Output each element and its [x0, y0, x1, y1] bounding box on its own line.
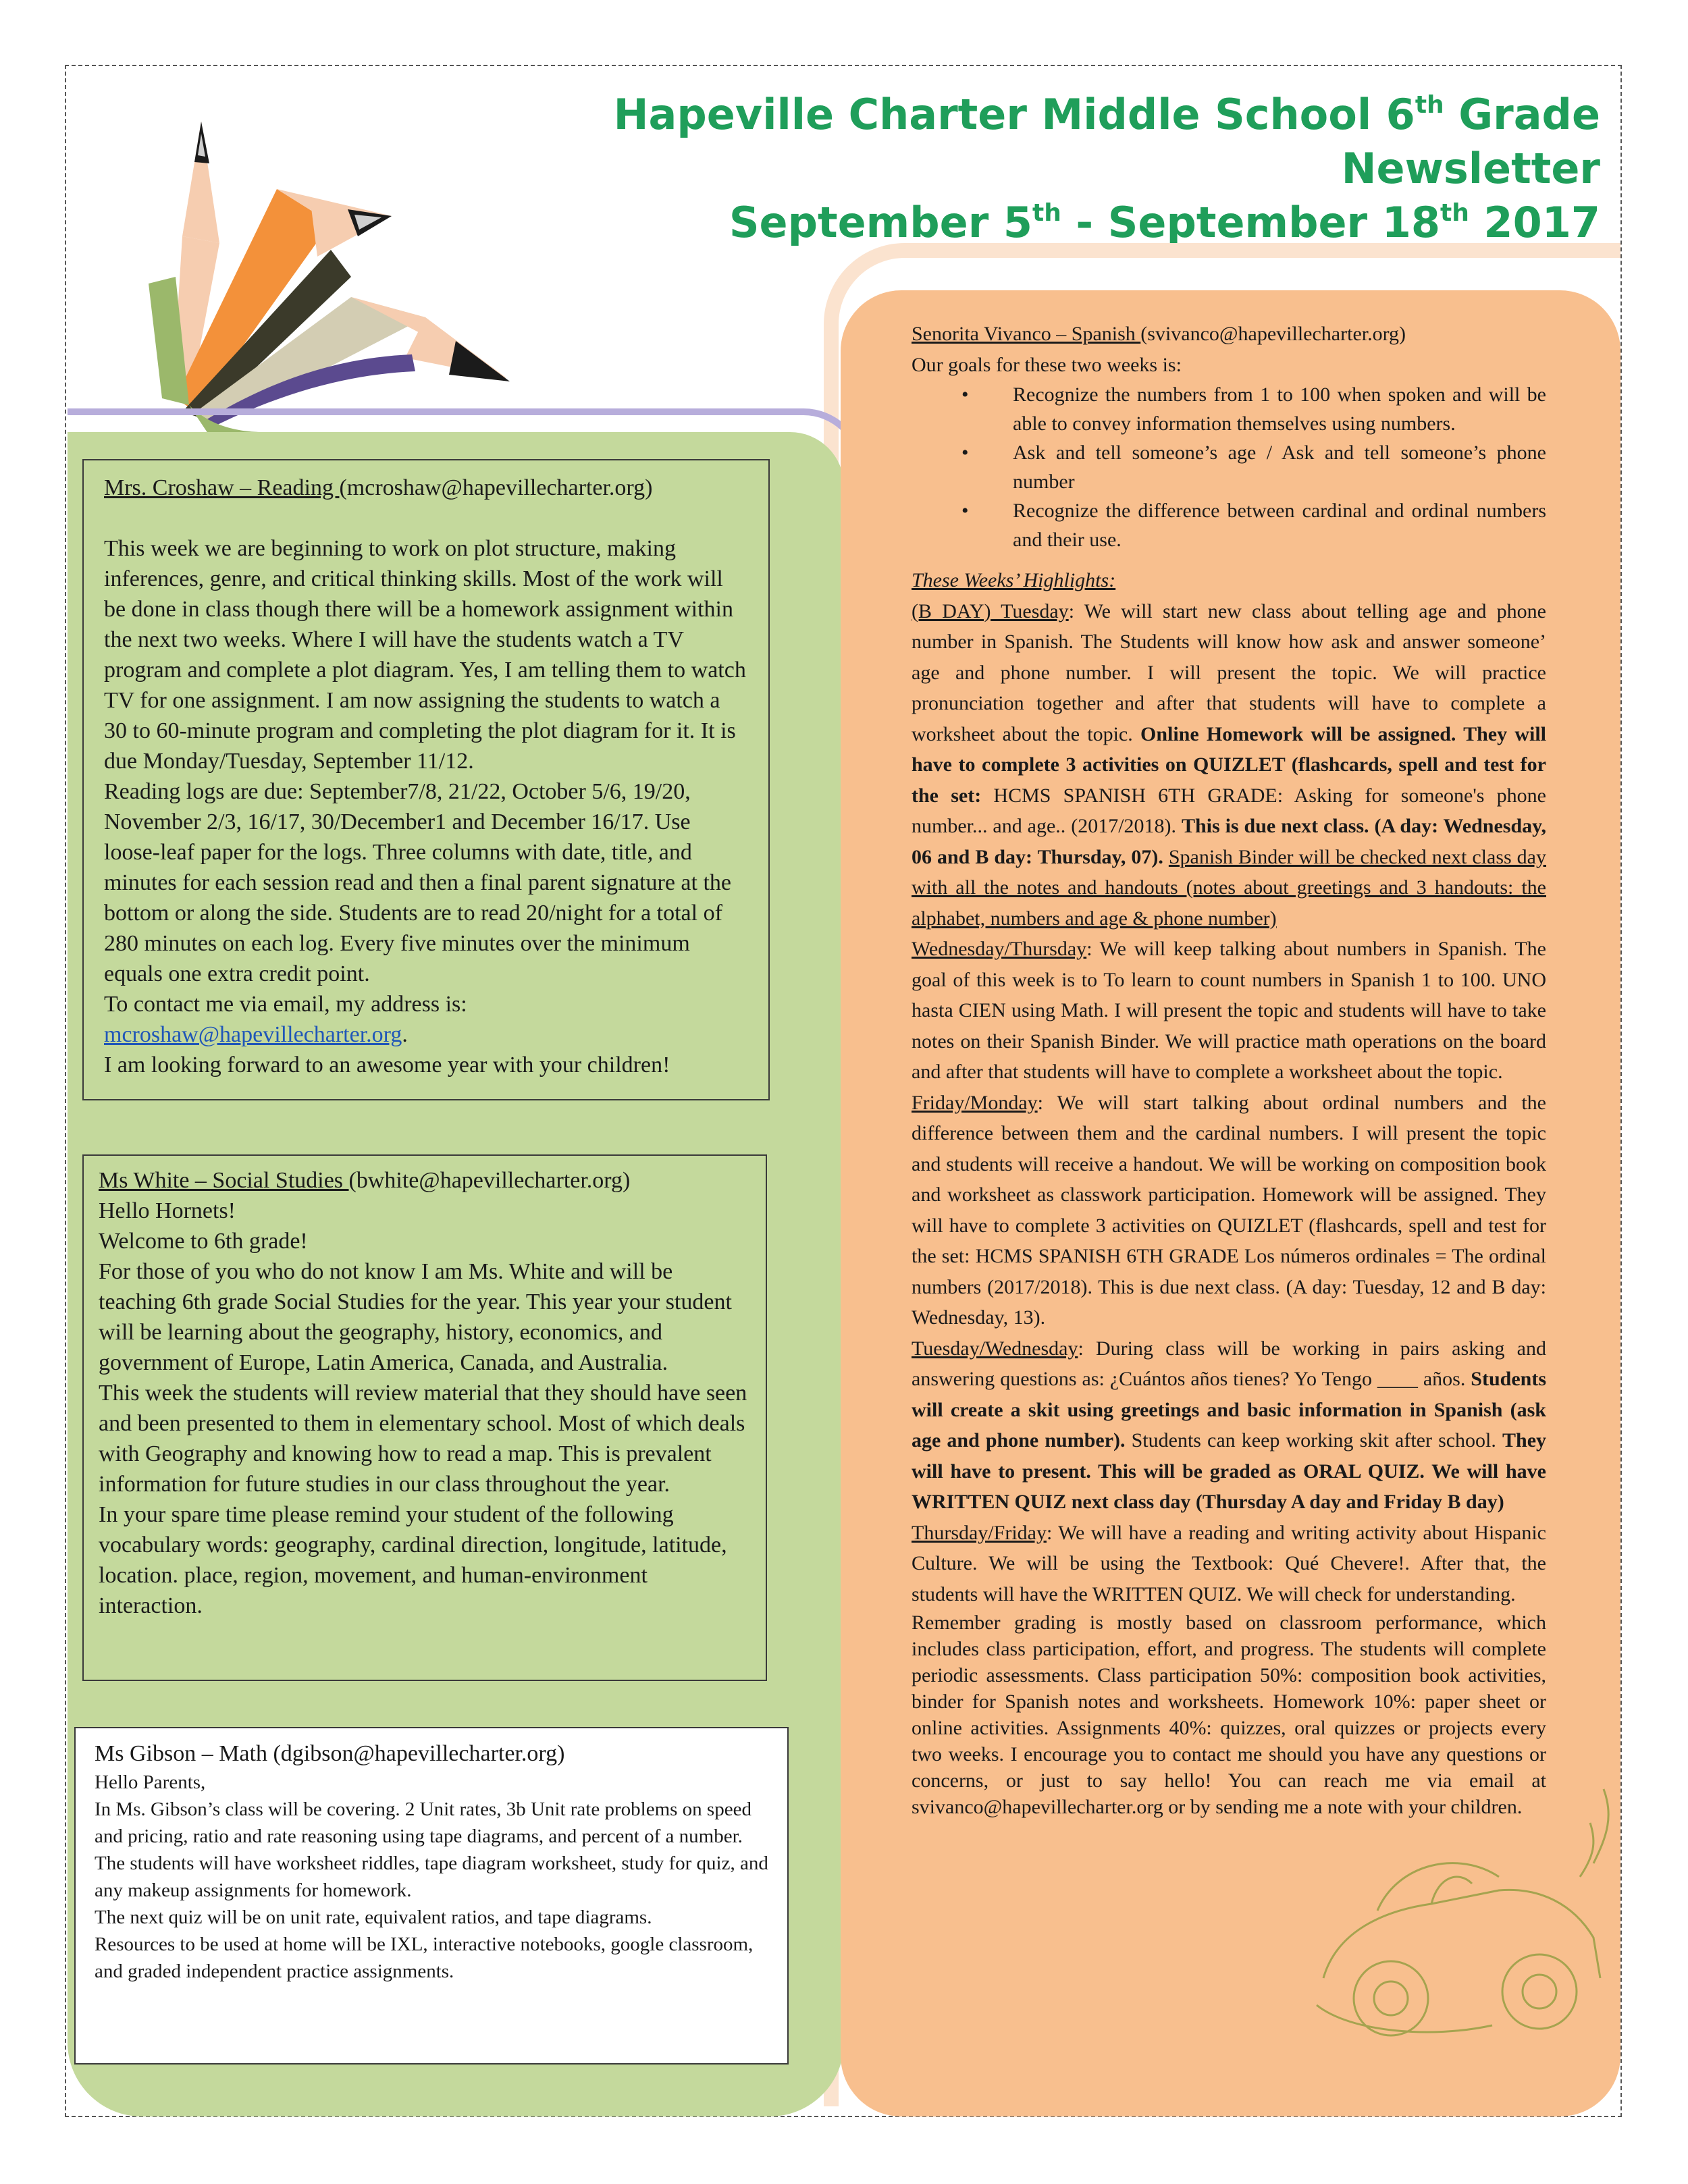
- math-section: [74, 1727, 789, 2065]
- math-greeting: Hello Parents,: [95, 1772, 206, 1793]
- title-line-1: [587, 88, 1600, 142]
- title-line-2: Newsletter: [1341, 144, 1600, 193]
- goal-text: Recognize the numbers from 1 to 100 when spoken and will be able to convey information themselves using numbers.: [1013, 383, 1546, 435]
- tuesday-wednesday-text: : During class will be working in pairs asking and answering questions as: ¿Cuántos años tienes? Yo Tengo ____ años.: [912, 1337, 1546, 1390]
- tuesday-text: : We will start new class about telling age and phone number in Spanish. The Students will know how ask and answer someone’ age and phone number. I will present the topic. We will practice pronunciation together and after that students will have to complete a worksheet about the topic.: [912, 600, 1546, 745]
- math-paragraph-4: Resources to be used at home will be IXL, interactive notebooks, google classroom, and graded independent practice assignments.: [95, 1934, 754, 1982]
- social-paragraph-3: In your spare time please remind your student of the following vocabulary words: geography, cardinal direction, longitude, latitude, location. place, region, movement, and human-environment interaction.: [99, 1502, 727, 1618]
- math-heading: Ms Gibson – Math (dgibson@hapevillecharter.org): [95, 1741, 565, 1766]
- reading-closing: I am looking forward to an awesome year with your children!: [104, 1053, 670, 1077]
- tuesday-quizlet-set: HCMS SPANISH 6TH GRADE: Asking for someone's phone number... and age.. (2017/2018).: [912, 784, 1546, 837]
- tuesday-due-bold: This is due next class. (A day: Wednesday, 06 and B day: Thursday, 07).: [912, 815, 1546, 868]
- goal-item: [912, 496, 1546, 554]
- reading-contact-period: .: [402, 1022, 408, 1047]
- reading-section: [82, 459, 770, 1100]
- friday-entry: [912, 1088, 1546, 1333]
- tuesday-binder-note: Spanish Binder will be checked next class day with all the notes and handouts (notes about greetings and 3 handouts: the alphabet, numbers and age & phone number): [912, 845, 1546, 930]
- friday-label: Friday/Monday: [912, 1091, 1038, 1114]
- thursday-entry: [912, 1518, 1546, 1610]
- spanish-teacher-email: (svivanco@hapevillecharter.org): [1140, 323, 1406, 345]
- spanish-teacher-name: Senorita Vivanco – Spanish: [912, 323, 1141, 345]
- skit-bold: Students will create a skit using greetings and basic information in Spanish (ask age and phone number).: [912, 1368, 1546, 1451]
- wednesday-text: : We will keep talking about numbers in Spanish. The goal of this week is to To learn to count numbers in Spanish 1 to 100. UNO hasta CIEN using Math. I will present the topic and students will have to take notes on their Spanish Binder. We will practice math operations on the board and after that students will have to complete a worksheet about the topic.: [912, 938, 1546, 1083]
- reading-email-link[interactable]: mcroshaw@hapevillecharter.org: [104, 1022, 402, 1047]
- spanish-section: [912, 319, 1546, 1820]
- skit-text: Students can keep working skit after school.: [1125, 1429, 1502, 1451]
- tuesday-entry: [912, 596, 1546, 934]
- wednesday-label: Wednesday/Thursday: [912, 938, 1087, 960]
- date-end: - September 18: [1061, 198, 1440, 247]
- reading-contact-text: To contact me via email, my address is:: [104, 992, 467, 1017]
- thursday-label: Thursday/Friday: [912, 1521, 1047, 1544]
- goal-item: [912, 438, 1546, 496]
- spacer: [912, 554, 1546, 565]
- newsletter-title: [587, 88, 1600, 250]
- spanish-goals-list: [912, 380, 1546, 554]
- date-start: September 5: [729, 198, 1032, 247]
- title-sup: th: [1415, 91, 1444, 119]
- spanish-closing: Remember grading is mostly based on classroom performance, which includes class participation, effort, and progress. The students will complete periodic assessments. Class participation 50%: composition book activities, binder for Spanish notes and worksheets. Homework 10%: paper sheet or online activities. Assignments 40%: quizzes, oral quizzes or projects every two weeks. I encourage you to contact me should you have any questions or concerns, or just to say hello! You can reach me via email at svivanco@hapevillecharter.org or by sending me a note with your children.: [912, 1612, 1546, 1818]
- bullet-icon: •: [961, 383, 969, 406]
- reading-paragraph-1: This week we are beginning to work on plot structure, making inferences, genre, and critical thinking skills. Most of the work will be done in class though there will be a homework assignment within the next two weeks. Where I will have the students watch a TV program and complete a plot diagram. Yes, I am telling them to watch TV for one assignment. I am now assigning the students to watch a 30 to 60-minute program and completing the plot diagram for it. It is due Monday/Tuesday, September 11/12.: [104, 536, 746, 774]
- quiz-bold: They will have to present. This will be graded as ORAL QUIZ. We will have WRITTEN QUIZ next class day (Thursday A day and Friday B day): [912, 1429, 1547, 1513]
- friday-text: : We will start talking about ordinal numbers and the difference between them and the cardinal numbers. I will present the topic and students will receive a handout. We will be working on composition book and worksheet as classwork participation. Homework will be assigned. They will have to complete 3 activities on QUIZLET (flashcards, spell and test for the set: HCMS SPANISH 6TH GRADE Los números ordinales = The ordinal numbers (2017/2018). This is due next class. (A day: Tuesday, 12 and B day: Wednesday, 13).: [912, 1091, 1546, 1329]
- social-paragraph-1: For those of you who do not know I am Ms. White and will be teaching 6th grade Social Studies for the year. This year your student will be learning about the geography, history, economics, and government of Europe, Latin America, Canada, and Australia.: [99, 1259, 732, 1375]
- title-school: Hapeville Charter Middle School 6: [613, 90, 1415, 139]
- tuesday-space: [1163, 846, 1169, 868]
- social-teacher-email: (bwhite@hapevillecharter.org): [348, 1168, 631, 1193]
- spanish-heading: [912, 319, 1546, 350]
- title-grade: Grade: [1444, 90, 1600, 139]
- title-date-range: [587, 196, 1600, 250]
- goal-text: Ask and tell someone’s age / Ask and tell someone’s phone number: [1013, 442, 1546, 493]
- date-start-sup: th: [1032, 199, 1061, 227]
- bullet-icon: •: [961, 500, 969, 522]
- social-heading: [99, 1165, 751, 1196]
- date-end-sup: th: [1440, 199, 1469, 227]
- date-year: 2017: [1469, 198, 1600, 247]
- social-paragraph-2: This week the students will review material that they should have seen and been presented to them in elementary school. Most of which deals with Geography and knowing how to read a map. This is prevalent information for future studies in our class throughout the year.: [99, 1381, 747, 1497]
- math-paragraph-2: The students will have worksheet riddles, tape diagram worksheet, study for quiz, and any makeup assignments for homework.: [95, 1853, 768, 1901]
- goal-item: [912, 380, 1546, 438]
- tuesday-wednesday-label: Tuesday/Wednesday: [912, 1337, 1078, 1360]
- goal-text: Recognize the difference between cardinal and ordinal numbers and their use.: [1013, 500, 1546, 551]
- social-studies-section: [82, 1154, 767, 1681]
- bullet-icon: •: [961, 442, 969, 464]
- wednesday-entry: [912, 934, 1546, 1088]
- reading-teacher-name: Mrs. Croshaw – Reading: [104, 475, 340, 500]
- social-greeting: Hello Hornets!: [99, 1198, 236, 1223]
- pencils-illustration: [108, 115, 581, 439]
- social-welcome: Welcome to 6th grade!: [99, 1229, 308, 1254]
- tuesday-label: (B DAY) Tuesday: [912, 600, 1069, 622]
- thursday-text: : We will have a reading and writing activity about Hispanic Culture. We will be using the Textbook: Qué Chevere!. After that, the students will have the WRITTEN QUIZ. We will check for understanding.: [912, 1521, 1546, 1605]
- reading-teacher-email: (mcroshaw@hapevillecharter.org): [339, 475, 653, 500]
- reading-contact: [104, 989, 748, 1050]
- highlights-title: These Weeks’ Highlights:: [912, 569, 1116, 591]
- reading-paragraph-2: Reading logs are due: September7/8, 21/22, October 5/6, 19/20, November 2/3, 16/17, 30/December1 and December 16/17. Use loose-leaf paper for the logs. Three columns with date, title, and minutes for each session read and then a final parent signature at the bottom or along the side. Students are to read 20/night for a total of 280 minutes on each log. Every five minutes over the minimum equals one extra credit point.: [104, 779, 731, 986]
- math-paragraph-3: The next quiz will be on unit rate, equivalent ratios, and tape diagrams.: [95, 1907, 652, 1928]
- reading-heading: [104, 473, 748, 503]
- spanish-goals-intro: Our goals for these two weeks is:: [912, 353, 1182, 376]
- tuesday-homework-bold: Online Homework will be assigned. They will have to complete 3 activities on QUIZLET (flashcards, spell and test for the set:: [912, 722, 1546, 807]
- math-paragraph-1: In Ms. Gibson’s class will be covering. 2 Unit rates, 3b Unit rate problems on speed and pricing, ratio and rate reasoning using tape diagrams, and percent of a number.: [95, 1799, 751, 1847]
- tuesday-wednesday-entry: [912, 1333, 1546, 1518]
- social-teacher-name: Ms White – Social Studies: [99, 1168, 349, 1193]
